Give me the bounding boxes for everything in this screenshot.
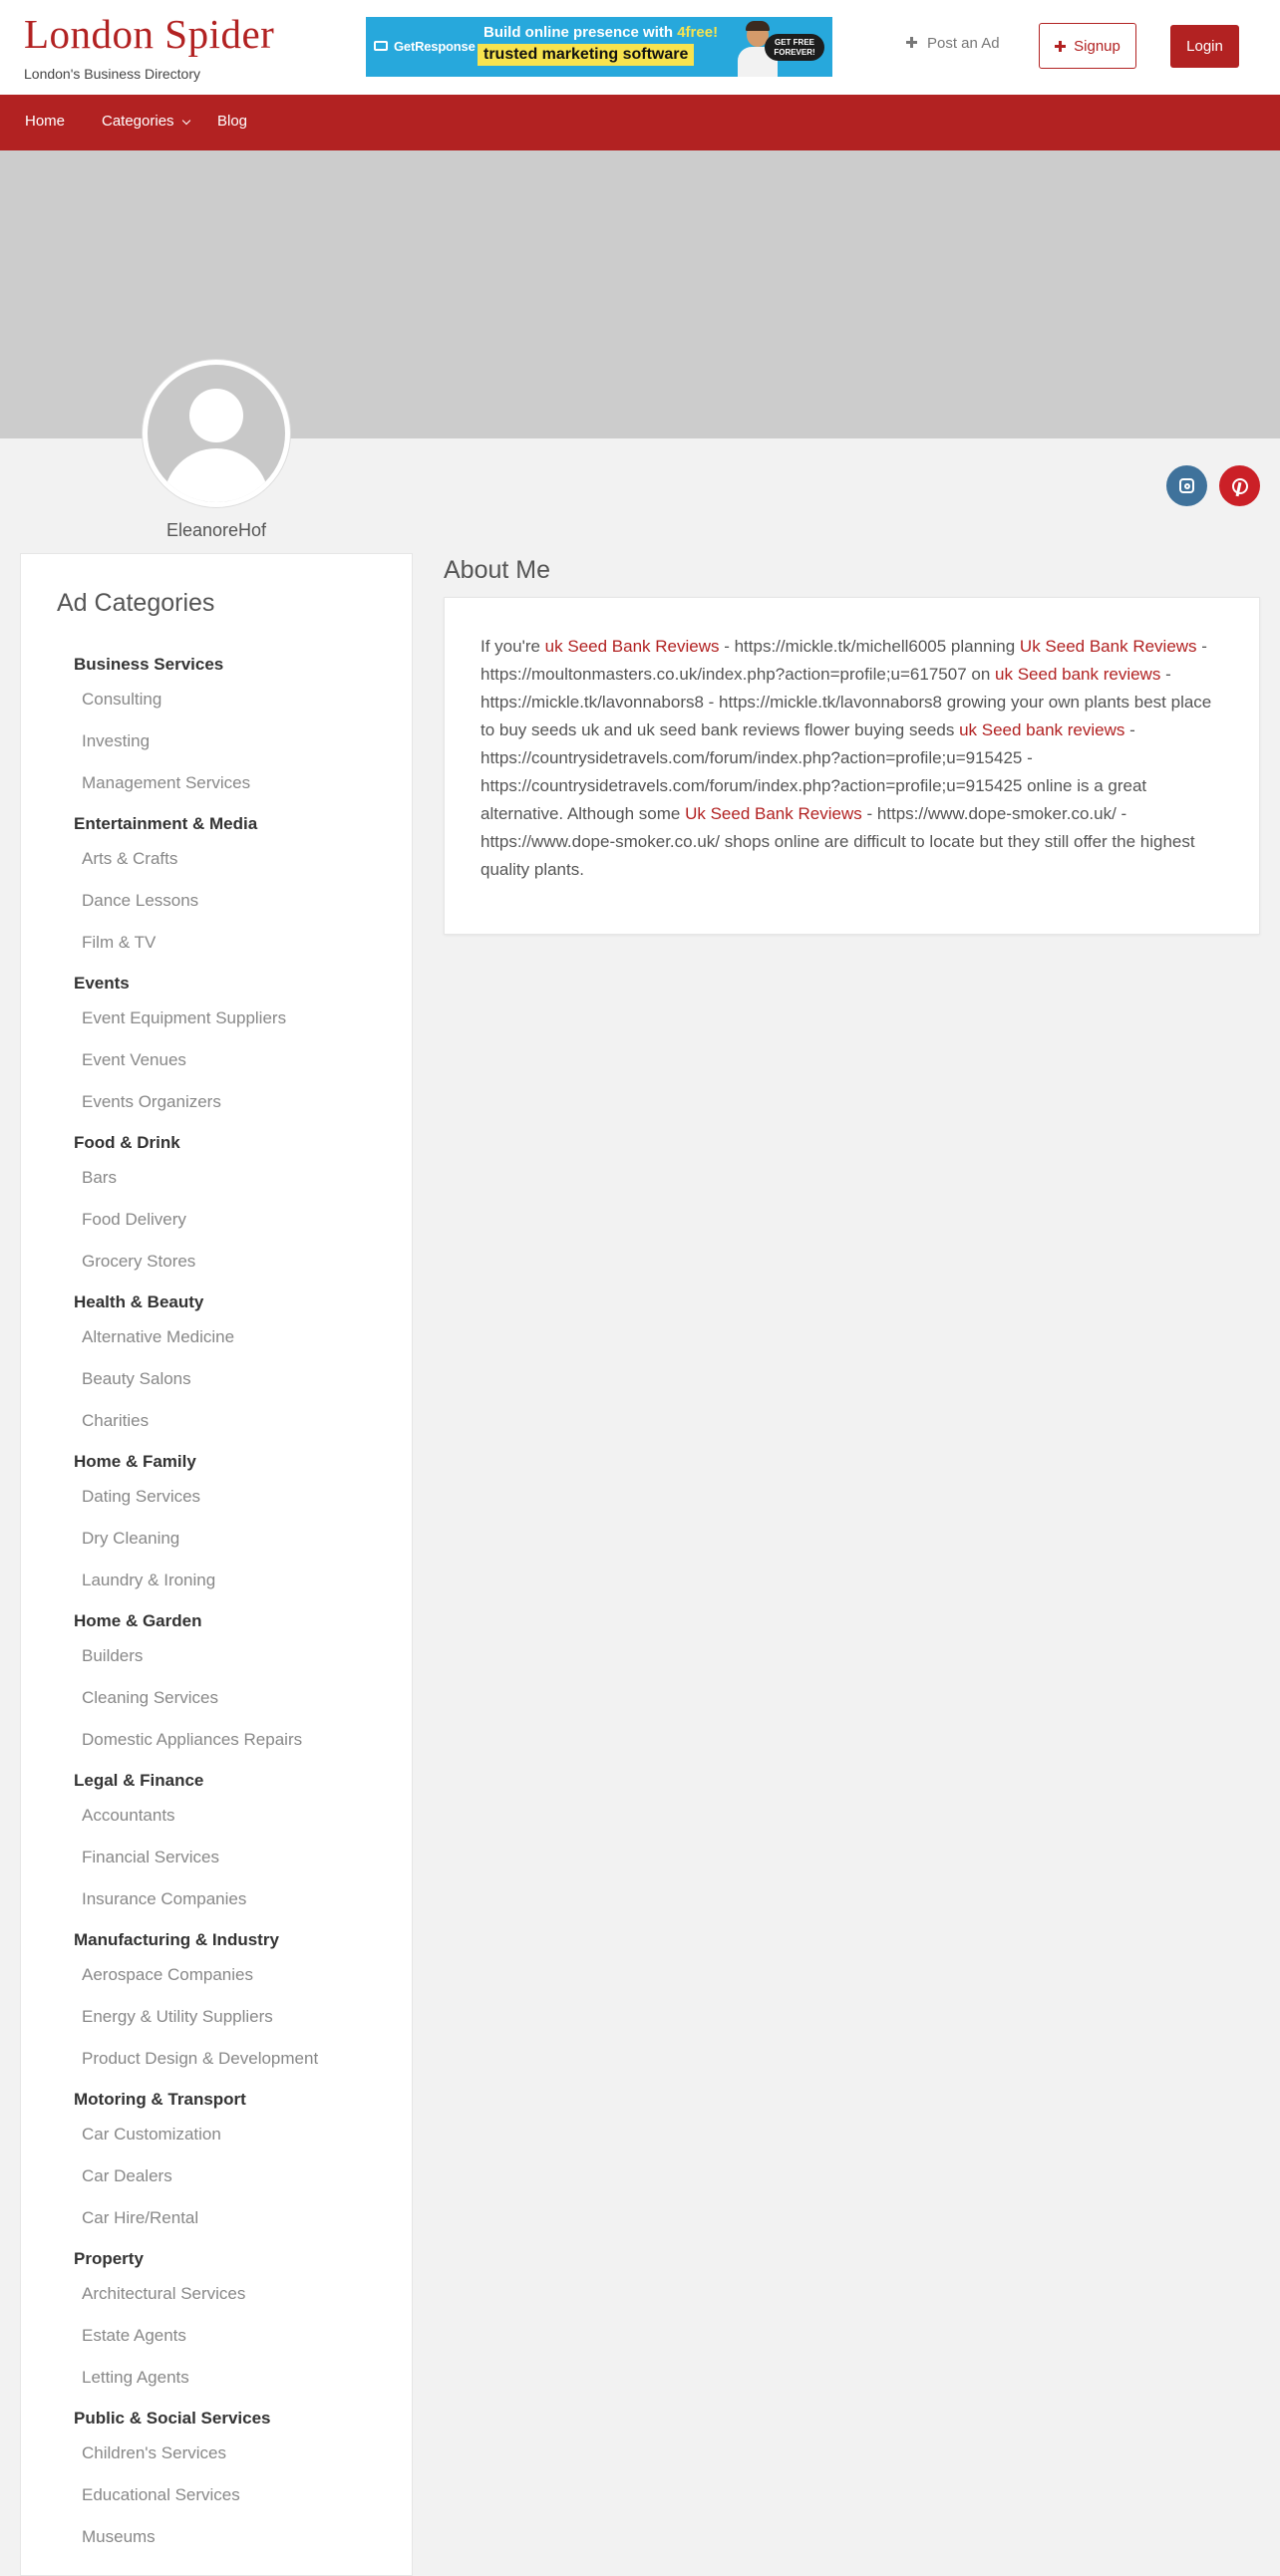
category-group-link[interactable]: Property [74, 2249, 144, 2268]
nav-categories[interactable] [102, 113, 189, 130]
avatar [143, 360, 290, 507]
category-link[interactable]: Food Delivery [82, 1210, 186, 1229]
category-group-link[interactable]: Motoring & Transport [74, 2090, 246, 2109]
category-group [74, 1930, 403, 2080]
category-group-link[interactable]: Home & Family [74, 1452, 196, 1471]
main-nav [0, 95, 1280, 150]
category-group-link[interactable]: Business Services [74, 655, 224, 674]
category-link[interactable]: Investing [82, 731, 151, 750]
category-link[interactable]: Laundry & Ironing [82, 1571, 216, 1589]
category-link[interactable]: Events Organizers [82, 1092, 221, 1111]
about-title: About Me [444, 556, 551, 584]
category-link[interactable]: Financial Services [82, 1848, 219, 1866]
site-title[interactable]: London Spider [24, 11, 275, 57]
category-link[interactable]: Car Dealers [82, 2166, 172, 2185]
sidebar-title: Ad Categories [57, 589, 215, 617]
about-text-segment: - https://mickle.tk/lavonnabors8 - https://mickle.tk/lavonnabors8 growing your own plants best place to buy seeds uk and uk seed bank reviews flower buying seeds [480, 665, 1212, 739]
envelope-icon [374, 41, 388, 51]
category-group [74, 1771, 403, 1920]
category-link[interactable]: Dry Cleaning [82, 1529, 180, 1548]
category-link[interactable]: Management Services [82, 773, 251, 792]
banner-headline: Build online presence with 4free! [483, 24, 719, 41]
category-group-link[interactable]: Public & Social Services [74, 2409, 271, 2428]
category-group [74, 2090, 403, 2239]
about-text-segment: - https://moultonmasters.co.uk/index.php?action=profile;u=617507 on [480, 637, 1207, 684]
profile-username: EleanoreHof [165, 520, 267, 540]
category-link[interactable]: Charities [82, 1411, 150, 1430]
category-group [74, 2409, 403, 2558]
category-link[interactable]: Film & TV [82, 933, 157, 952]
about-text [480, 633, 1230, 884]
post-ad-label: Post an Ad [927, 35, 1000, 52]
category-link[interactable]: Grocery Stores [82, 1252, 196, 1271]
about-text-segment: - https://mickle.tk/michell6005 planning [719, 637, 1020, 656]
category-list [74, 655, 403, 2568]
advertisement-banner[interactable] [366, 17, 832, 77]
category-link[interactable]: Consulting [82, 690, 162, 709]
banner-subheadline: trusted marketing software [478, 44, 694, 66]
post-ad-link[interactable] [906, 35, 1000, 52]
category-group-link[interactable]: Manufacturing & Industry [74, 1930, 279, 1949]
category-link[interactable]: Dating Services [82, 1487, 201, 1506]
category-group-link[interactable]: Events [74, 974, 130, 993]
category-group [74, 1292, 403, 1442]
category-group [74, 655, 403, 804]
signup-button[interactable] [1039, 23, 1136, 69]
about-link[interactable]: uk Seed bank reviews [995, 665, 1161, 684]
about-text-segment: If you're [480, 637, 545, 656]
category-link[interactable]: Dance Lessons [82, 891, 199, 910]
category-link[interactable]: Bars [82, 1168, 117, 1187]
category-link[interactable]: Children's Services [82, 2443, 226, 2462]
category-group [74, 1452, 403, 1601]
category-link[interactable]: Architectural Services [82, 2284, 246, 2303]
about-link[interactable]: Uk Seed Bank Reviews [685, 804, 862, 823]
about-link[interactable]: uk Seed bank reviews [959, 720, 1125, 739]
category-link[interactable]: Aerospace Companies [82, 1965, 253, 1984]
ad-categories-sidebar [20, 553, 413, 2576]
site-header [0, 0, 1280, 95]
category-link[interactable]: Museums [82, 2527, 156, 2546]
about-link[interactable]: Uk Seed Bank Reviews [1019, 637, 1197, 656]
category-group [74, 1133, 403, 1283]
category-link[interactable]: Car Hire/Rental [82, 2208, 199, 2227]
category-group-link[interactable]: Entertainment & Media [74, 814, 258, 833]
banner-logo: GetResponse [394, 39, 476, 54]
category-link[interactable]: Domestic Appliances Repairs [82, 1730, 303, 1749]
about-text-segment: - https://www.dope-smoker.co.uk/ - https://www.dope-smoker.co.uk/ shops online are difficult to locate but they still offer the highest quality plants. [480, 804, 1195, 879]
category-link[interactable]: Estate Agents [82, 2326, 186, 2345]
nav-home[interactable]: Home [25, 113, 66, 130]
category-link[interactable]: Alternative Medicine [82, 1327, 235, 1346]
signup-label: Signup [1074, 37, 1120, 55]
about-link[interactable]: uk Seed Bank Reviews [544, 637, 720, 656]
category-link[interactable]: Event Equipment Suppliers [82, 1008, 287, 1027]
nav-categories-label: Categories [102, 113, 174, 130]
category-group [74, 974, 403, 1123]
category-link[interactable]: Energy & Utility Suppliers [82, 2007, 273, 2026]
category-link[interactable]: Beauty Salons [82, 1369, 191, 1388]
category-link[interactable]: Letting Agents [82, 2368, 189, 2387]
pinterest-button[interactable] [1219, 465, 1260, 506]
category-group-link[interactable]: Legal & Finance [74, 1771, 204, 1790]
category-link[interactable]: Event Venues [82, 1050, 186, 1069]
category-link[interactable]: Educational Services [82, 2485, 240, 2504]
category-group-link[interactable]: Food & Drink [74, 1133, 180, 1152]
category-group [74, 2249, 403, 2399]
instagram-icon [1179, 478, 1194, 493]
category-group [74, 1611, 403, 1761]
pinterest-icon [1232, 478, 1248, 494]
category-group-link[interactable]: Home & Garden [74, 1611, 202, 1630]
site-tagline: London's Business Directory [24, 66, 200, 82]
about-card [444, 597, 1260, 935]
plus-icon [1055, 41, 1066, 52]
category-group [74, 814, 403, 964]
category-link[interactable]: Product Design & Development [82, 2049, 319, 2068]
plus-icon [906, 37, 917, 48]
chevron-down-icon [181, 117, 189, 125]
instagram-button[interactable] [1166, 465, 1207, 506]
banner-cta-button[interactable]: GET FREE FOREVER! [765, 34, 824, 61]
category-group-link[interactable]: Health & Beauty [74, 1292, 204, 1311]
category-link[interactable]: Arts & Crafts [82, 849, 178, 868]
login-button[interactable]: Login [1170, 25, 1239, 68]
category-link[interactable]: Car Customization [82, 2125, 221, 2144]
nav-blog[interactable]: Blog [217, 113, 248, 130]
about-text-segment: - https://countrysidetravels.com/forum/index.php?action=profile;u=915425 - https://countrysidetravels.com/forum/index.php?action=profile;u=915425 online is a great alternative. Although some [480, 720, 1147, 823]
category-link[interactable]: Insurance Companies [82, 1889, 247, 1908]
category-link[interactable]: Builders [82, 1646, 144, 1665]
category-link[interactable]: Cleaning Services [82, 1688, 219, 1707]
category-link[interactable]: Accountants [82, 1806, 175, 1825]
